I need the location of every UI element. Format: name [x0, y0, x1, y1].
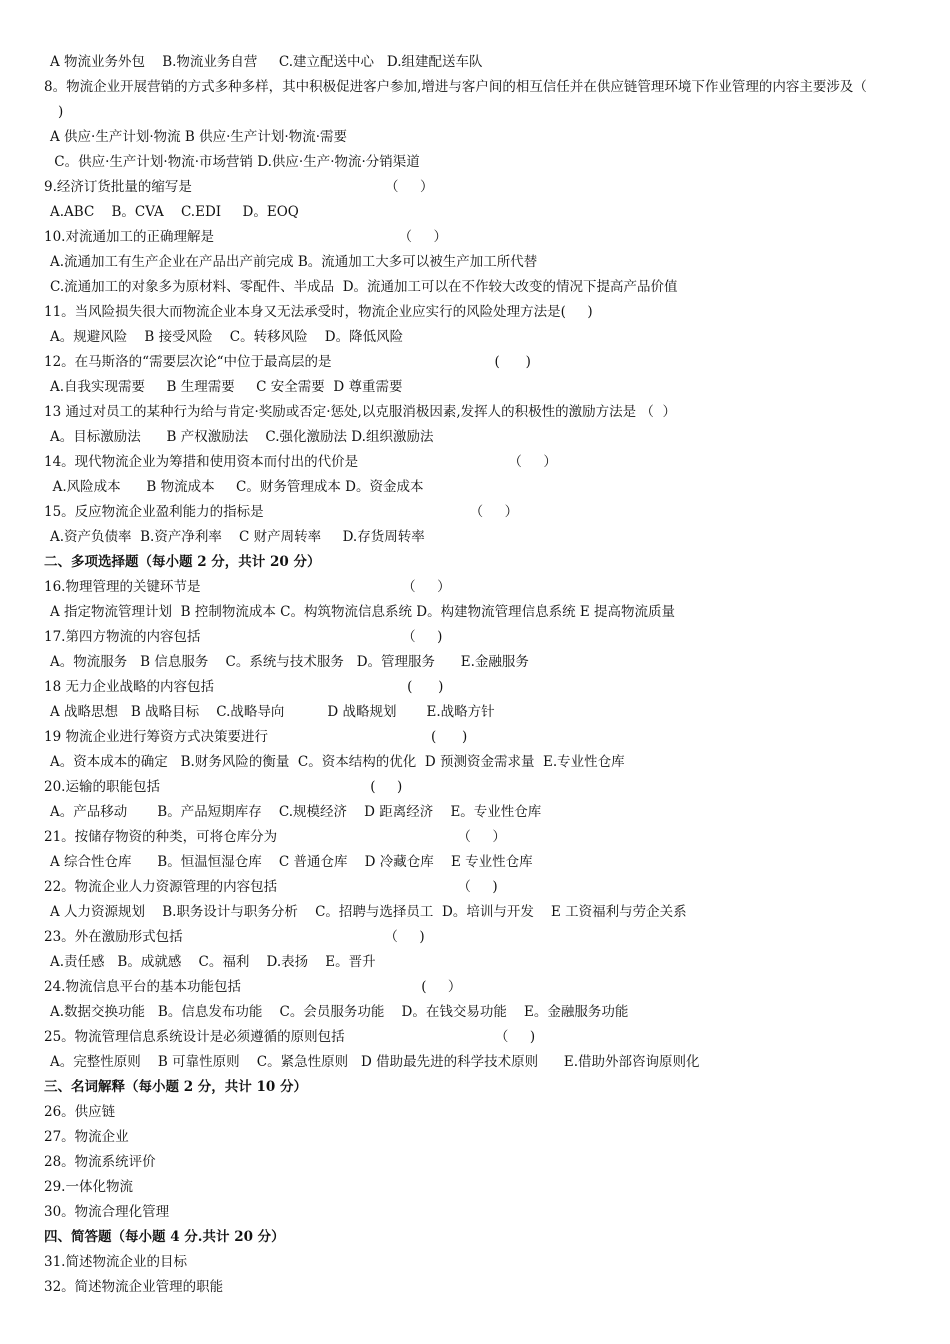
option-line: A。资本成本的确定 B.财务风险的衡量 C。资本结构的优化 D 预测资金需求量 E.专业性仓库 [50, 754, 625, 770]
option-line: A 供应·生产计划·物流 B 供应·生产计划·物流·需要 [50, 129, 347, 145]
option-line: A.资产负债率 B.资产净利率 C 财产周转率 D.存货周转率 [50, 529, 425, 545]
option-line: A。目标激励法 B 产权激励法 C.强化激励法 D.组织激励法 [50, 429, 434, 445]
question-14: 14。现代物流企业为筹措和使用资本而付出的代价是 （ ） [44, 454, 557, 470]
question-19: 19 物流企业进行筹资方式决策要进行 ( ) [44, 729, 468, 745]
question-24: 24.物流信息平台的基本功能包括 ( ） [44, 979, 462, 995]
option-line: A 物流业务外包 B.物流业务自营 C.建立配送中心 D.组建配送车队 [50, 54, 483, 70]
question-9: 9.经济订货批量的缩写是 （ ） [44, 179, 434, 195]
question-27: 27。物流企业 [44, 1129, 129, 1145]
option-line: A 战略思想 B 战略目标 C.战略导向 D 战略规划 E.战略方针 [50, 704, 495, 720]
option-line: A。物流服务 B 信息服务 C。系统与技术服务 D。管理服务 E.金融服务 [50, 654, 529, 670]
question-11: 11。当风险损失很大而物流企业本身又无法承受时，物流企业应实行的风险处理方法是( ) [44, 304, 593, 320]
section-heading-short-answer: 四、简答题（每小题 4 分.共计 20 分） [44, 1229, 285, 1245]
question-12: 12。在马斯洛的“需要层次论“中位于最高层的是 ( ) [44, 354, 531, 370]
question-17: 17.第四方物流的内容包括 （ ) [44, 629, 443, 645]
question-31: 31.简述物流企业的目标 [44, 1254, 187, 1270]
question-23: 23。外在激励形式包括 （ ) [44, 929, 425, 945]
question-20: 20.运输的职能包括 ( ) [44, 779, 403, 795]
question-28: 28。物流系统评价 [44, 1154, 156, 1170]
question-26: 26。供应链 [44, 1104, 116, 1120]
question-18: 18 无力企业战略的内容包括 ( ) [44, 679, 444, 695]
question-10: 10.对流通加工的正确理解是 （ ） [44, 229, 447, 245]
option-line: A.ABC B。CVA C.EDI D。EOQ [50, 204, 299, 220]
question-21: 21。按储存物资的种类，可将仓库分为 （ ） [44, 829, 506, 845]
question-8-paren: ) [58, 104, 64, 120]
question-16: 16.物理管理的关键环节是 （ ） [44, 579, 451, 595]
question-30: 30。物流合理化管理 [44, 1204, 170, 1220]
question-29: 29.一体化物流 [44, 1179, 133, 1195]
option-line: A.责任感 B。成就感 C。福利 D.表扬 E。晋升 [50, 954, 376, 970]
question-13: 13 通过对员工的某种行为给与肯定·奖励或否定·惩处,以克服消极因素,发挥人的积极性的激励方法是 （ ） [44, 404, 677, 420]
option-line: A 综合性仓库 B。恒温恒湿仓库 C 普通仓库 D 冷藏仓库 E 专业性仓库 [50, 854, 533, 870]
question-25: 25。物流管理信息系统设计是必须遵循的原则包括 （ ) [44, 1029, 536, 1045]
question-8: 8。物流企业开展营销的方式多种多样，其中积极促进客户参加,增进与客户间的相互信任并在供应链管理环境下作业管理的内容主要涉及（ [44, 79, 867, 95]
option-line: A。完整性原则 B 可靠性原则 C。紧急性原则 D 借助最先进的科学技术原则 E.借助外部咨询原则化 [50, 1054, 700, 1070]
section-heading-terms: 三、名词解释（每小题 2 分，共计 10 分） [44, 1079, 307, 1095]
option-line: A 人力资源规划 B.职务设计与职务分析 C。招聘与选择员工 D。培训与开发 E 工资福利与劳企关系 [50, 904, 687, 920]
option-line: A.自我实现需要 B 生理需要 C 安全需要 D 尊重需要 [50, 379, 403, 395]
section-heading-multiple-choice: 二、多项选择题（每小题 2 分，共计 20 分） [44, 554, 321, 570]
question-22: 22。物流企业人力资源管理的内容包括 （ ) [44, 879, 498, 895]
question-15: 15。反应物流企业盈利能力的指标是 （ ） [44, 504, 519, 520]
option-line: C.流通加工的对象多为原材料、零配件、半成品 D。流通加工可以在不作较大改变的情况下提高产品价值 [50, 279, 678, 295]
option-line: A。产品移动 B。产品短期库存 C.规模经济 D 距离经济 E。专业性仓库 [50, 804, 542, 820]
question-32: 32。简述物流企业管理的职能 [44, 1279, 224, 1295]
option-line: A.风险成本 B 物流成本 C。财务管理成本 D。资金成本 [44, 479, 424, 495]
option-line: C。供应·生产计划·物流·市场营销 D.供应·生产·物流·分销渠道 [50, 154, 420, 170]
option-line: A 指定物流管理计划 B 控制物流成本 C。构筑物流信息系统 D。构建物流管理信息系统 E 提高物流质量 [50, 604, 676, 620]
option-line: A.数据交换功能 B。信息发布功能 C。会员服务功能 D。在钱交易功能 E。金融服务功能 [50, 1004, 629, 1020]
option-line: A。规避风险 B 接受风险 C。转移风险 D。降低风险 [50, 329, 404, 345]
option-line: A.流通加工有生产企业在产品出产前完成 B。流通加工大多可以被生产加工所代替 [50, 254, 538, 270]
